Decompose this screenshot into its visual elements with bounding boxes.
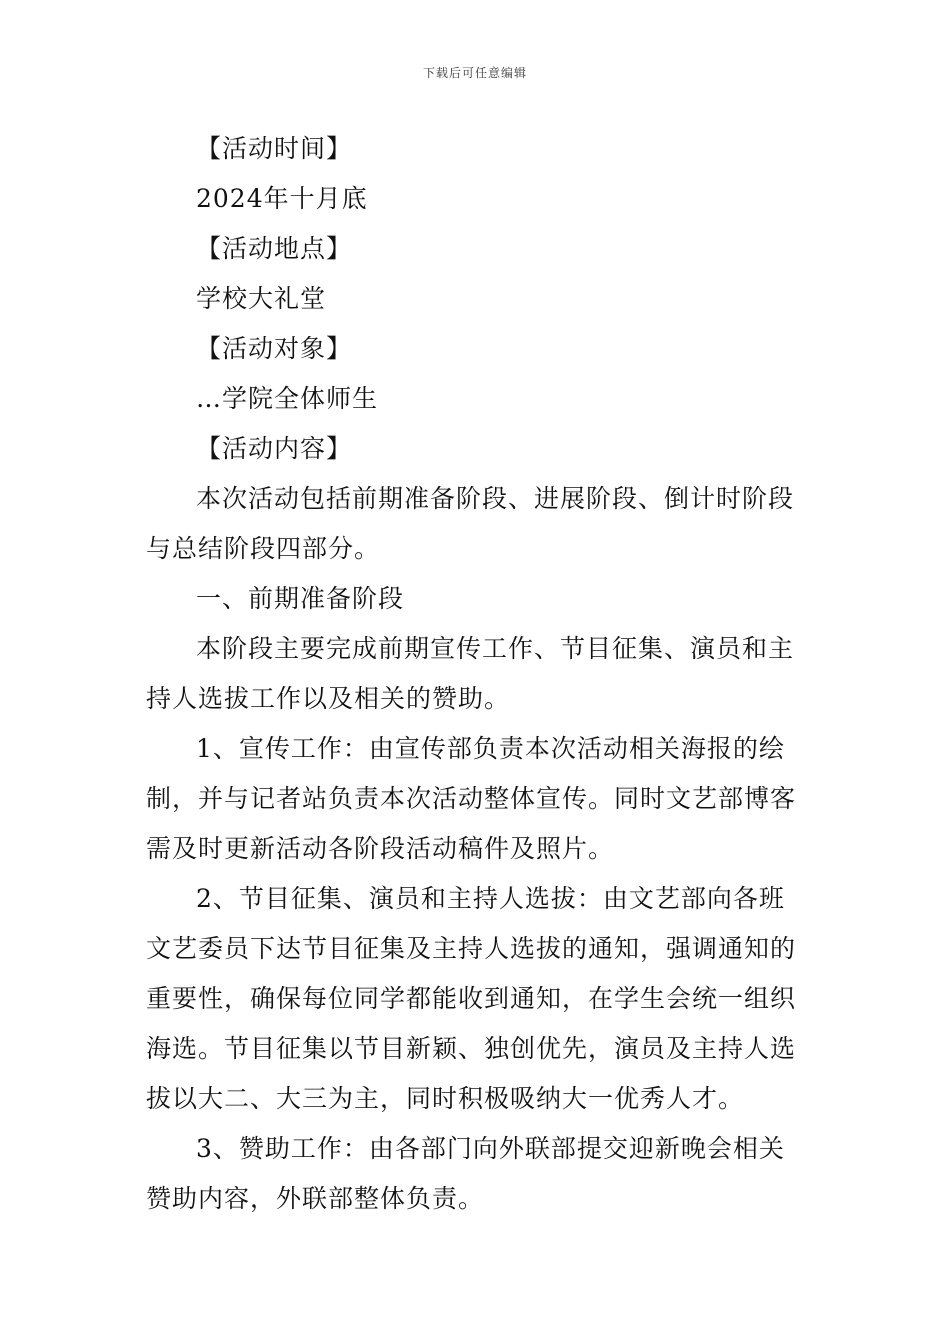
page-header: 下载后可任意编辑 bbox=[422, 66, 527, 80]
section1-intro: 本阶段主要完成前期宣传工作、节目征集、演员和主持人选拔工作以及相关的赞助。 bbox=[146, 634, 795, 713]
section1-heading: 一、前期准备阶段 bbox=[196, 584, 405, 613]
item-sponsorship: 3、赞助工作：由各部门向外联部提交迎新晚会相关赞助内容，外联部整体负责。 bbox=[146, 1134, 785, 1213]
time-value: 2024年十月底 bbox=[196, 184, 368, 213]
place-heading: 【活动地点】 bbox=[196, 234, 353, 263]
document-body bbox=[146, 124, 810, 1224]
time-heading: 【活动时间】 bbox=[196, 134, 353, 163]
item-publicity: 1、宣传工作：由宣传部负责本次活动相关海报的绘制，并与记者站负责本次活动整体宣传。同时文艺部博客需及时更新活动各阶段活动稿件及照片。 bbox=[146, 734, 797, 863]
intro-paragraph: 本次活动包括前期准备阶段、进展阶段、倒计时阶段与总结阶段四部分。 bbox=[146, 484, 795, 563]
target-heading: 【活动对象】 bbox=[196, 334, 353, 363]
item-selection: 2、节目征集、演员和主持人选拔：由文艺部向各班文艺委员下达节目征集及主持人选拔的通知，强调通知的重要性，确保每位同学都能收到通知，在学生会统一组织海选。节目征集以节目新颖、独创优先，演员及主持人选拔以大二、大三为主，同时积极吸纳大一优秀人才。 bbox=[146, 884, 797, 1113]
place-value: 学校大礼堂 bbox=[196, 284, 327, 313]
target-value: …学院全体师生 bbox=[196, 384, 379, 413]
content-heading: 【活动内容】 bbox=[196, 434, 353, 463]
